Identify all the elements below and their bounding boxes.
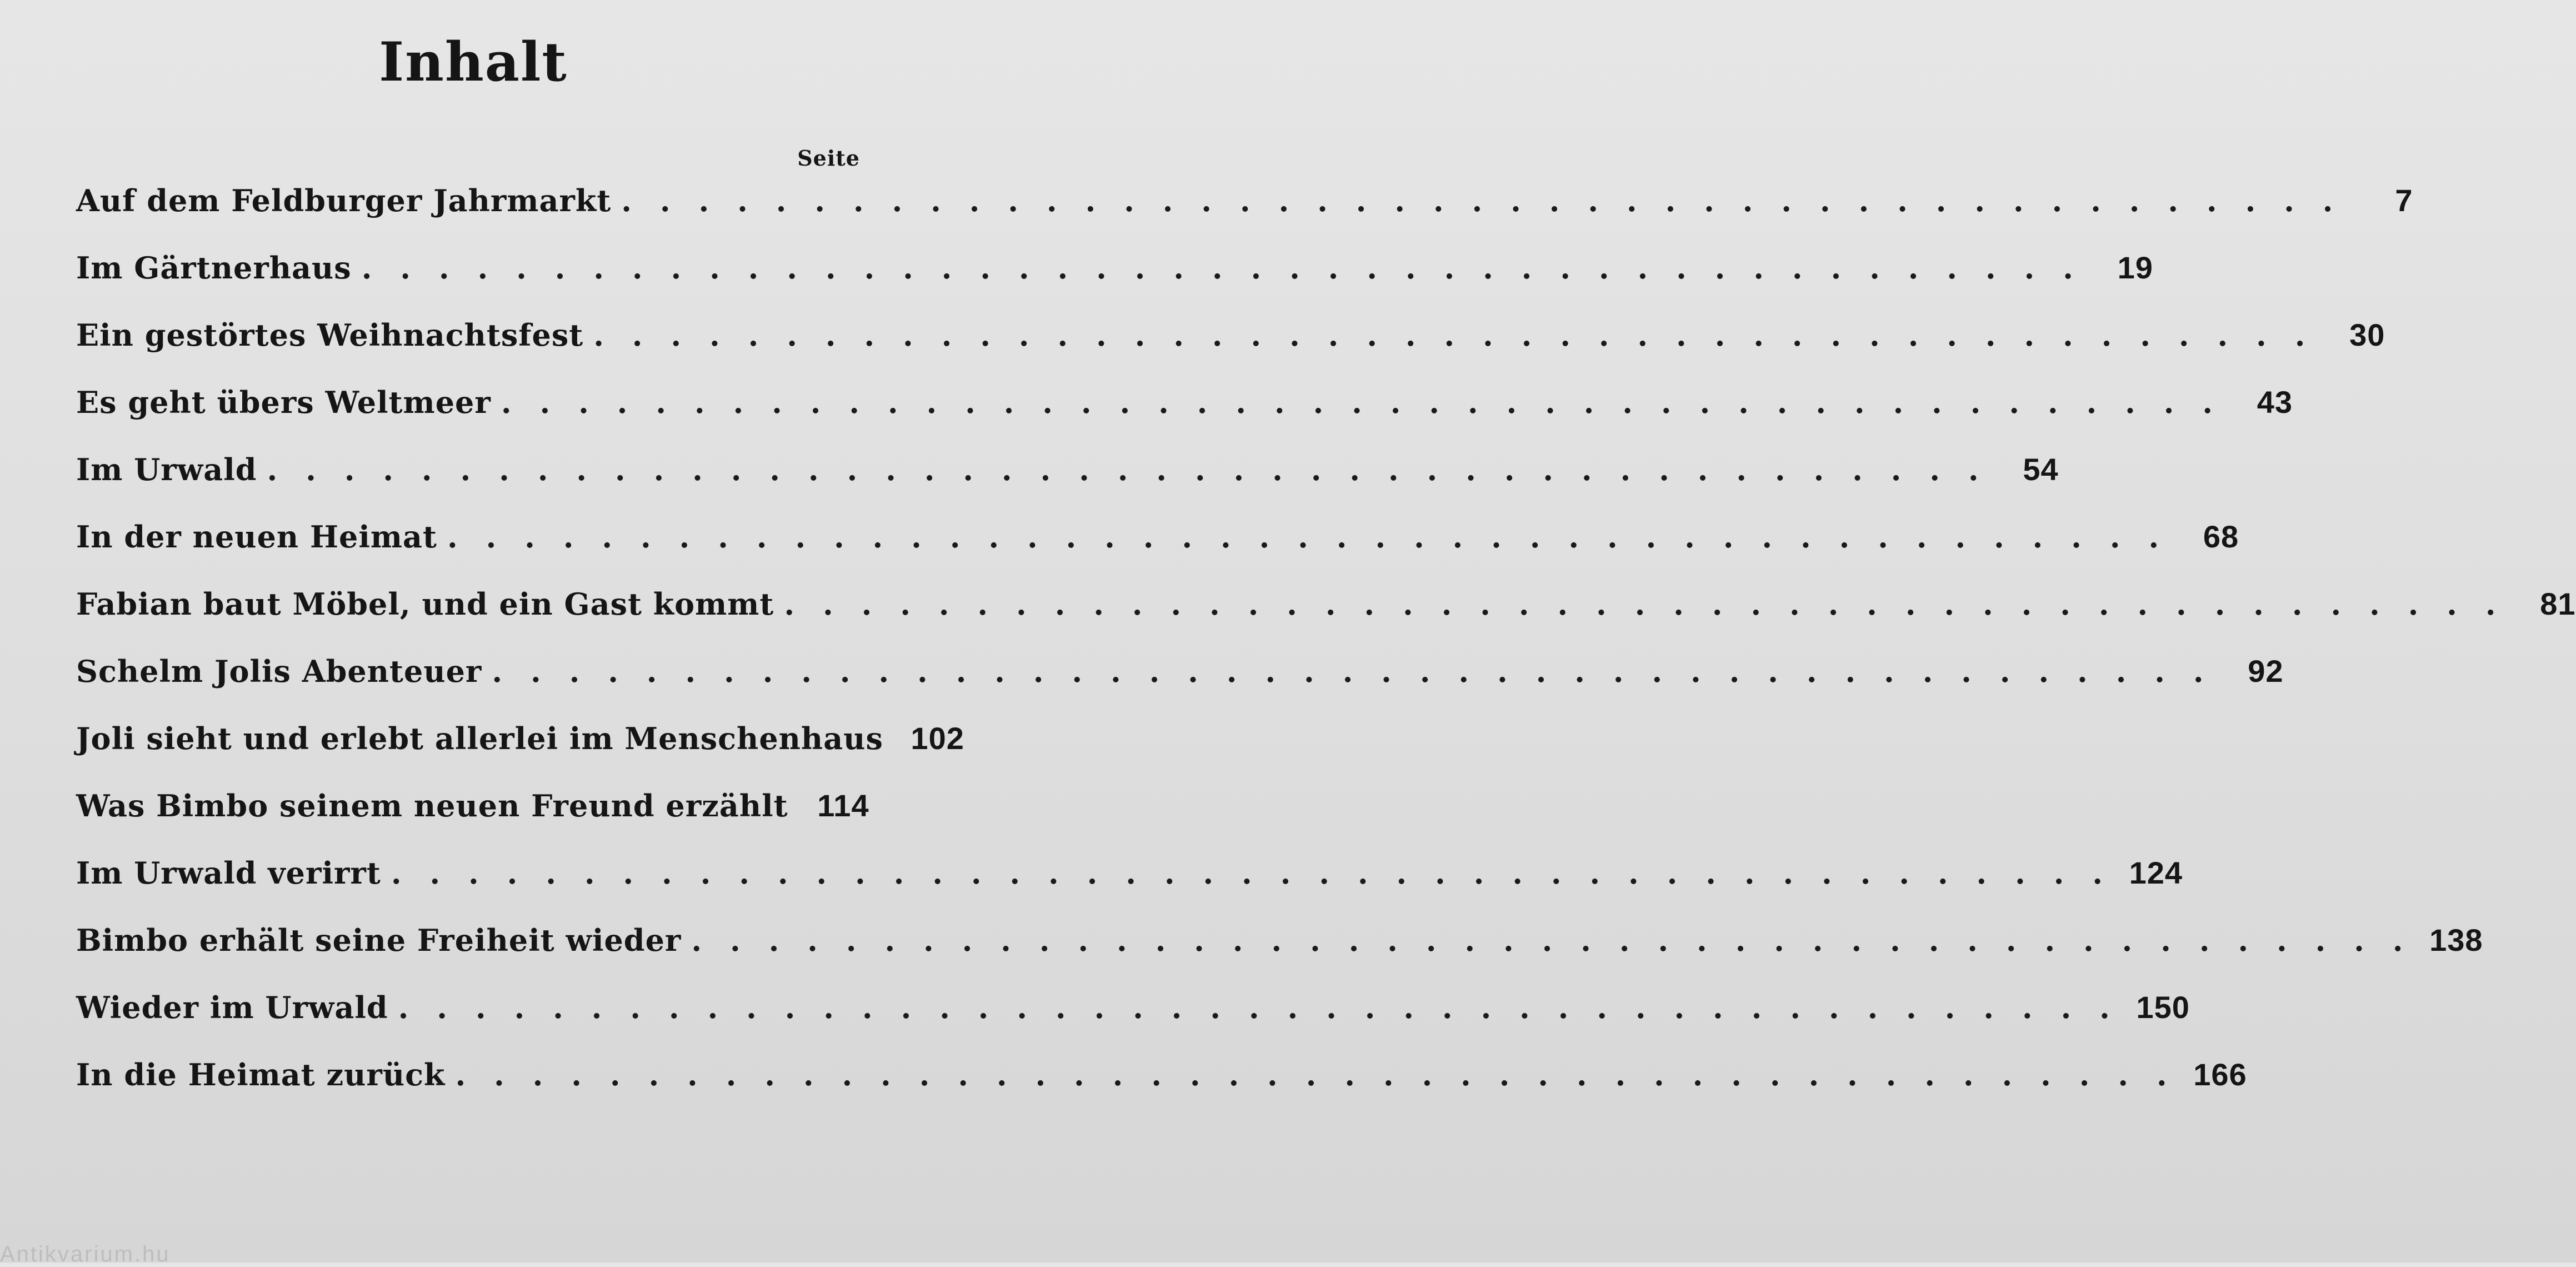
toc-entry-title: Schelm Jolis Abenteuer: [76, 654, 482, 689]
toc-entry: [76, 234, 2153, 301]
dot-leader: [267, 436, 1988, 503]
toc-entry-page: 81: [2540, 586, 2576, 621]
toc-entry: [76, 705, 964, 772]
dot-leader: [501, 369, 2222, 436]
toc-entry: [76, 772, 869, 839]
toc-entry-page: 30: [2349, 317, 2385, 352]
toc-entry-title: Joli sieht und erlebt allerlei im Menschenhaus: [76, 721, 883, 756]
dot-leader: [362, 235, 2082, 302]
toc-entry: [76, 1041, 2247, 1108]
toc-entry-title: In der neuen Heimat: [76, 519, 437, 555]
toc-entry-page: 102: [911, 721, 964, 756]
toc-entry-page: 68: [2203, 519, 2239, 554]
dot-leader: [391, 840, 2112, 907]
toc-entry-title: Auf dem Feldburger Jahrmarkt: [76, 183, 612, 218]
toc-entry-title: Im Gärtnerhaus: [76, 250, 352, 286]
toc-entry: [76, 368, 2293, 436]
dot-leader: [691, 907, 2412, 974]
toc-entry-page: 114: [817, 788, 869, 823]
toc-entry-title: Wieder im Urwald: [76, 990, 388, 1025]
watermark: Antikvarium.hu: [0, 1242, 171, 1266]
dot-leader: [398, 974, 2119, 1041]
dot-leader: [784, 571, 2504, 638]
dot-leader: [621, 167, 2342, 235]
page-column-label: Seite: [797, 146, 860, 171]
toc-entry-title: Im Urwald: [76, 452, 257, 487]
toc-entry: [76, 503, 2239, 570]
toc-entry-page: 43: [2257, 385, 2293, 420]
dot-leader: [593, 302, 2314, 369]
page-title: Inhalt: [379, 31, 568, 93]
toc-entry-page: 150: [2136, 990, 2190, 1025]
toc-entry-title: Bimbo erhält seine Freiheit wieder: [76, 922, 682, 958]
toc-entry-title: Was Bimbo seinem neuen Freund erzählt: [76, 788, 788, 824]
toc-entry: [76, 637, 2284, 705]
toc-entry: [76, 301, 2385, 368]
toc-entry-page: 92: [2248, 654, 2284, 689]
toc-list: [76, 167, 2576, 1108]
toc-entry: [76, 167, 2413, 234]
toc-entry-title: In die Heimat zurück: [76, 1057, 446, 1093]
toc-entry: [76, 570, 2576, 637]
toc-entry-page: 138: [2429, 922, 2483, 957]
toc-entry: [76, 974, 2190, 1041]
dot-leader: [492, 638, 2212, 705]
toc-entry-title: Fabian baut Möbel, und ein Gast kommt: [76, 586, 774, 622]
toc-entry-page: 124: [2129, 855, 2183, 890]
dot-leader: [447, 503, 2168, 571]
toc-entry-page: 54: [2023, 452, 2059, 487]
toc-entry: [76, 839, 2183, 906]
toc-entry-page: 7: [2395, 183, 2413, 218]
toc-entry: [76, 906, 2483, 974]
toc-entry-page: 19: [2117, 250, 2153, 285]
toc-entry-title: Ein gestörtes Weihnachtsfest: [76, 317, 584, 353]
toc-entry-page: 166: [2193, 1057, 2247, 1092]
toc-entry-title: Im Urwald verirrt: [76, 855, 381, 891]
dot-leader: [455, 1041, 2175, 1109]
toc-entry: [76, 436, 2059, 503]
toc-entry-title: Es geht übers Weltmeer: [76, 385, 491, 420]
